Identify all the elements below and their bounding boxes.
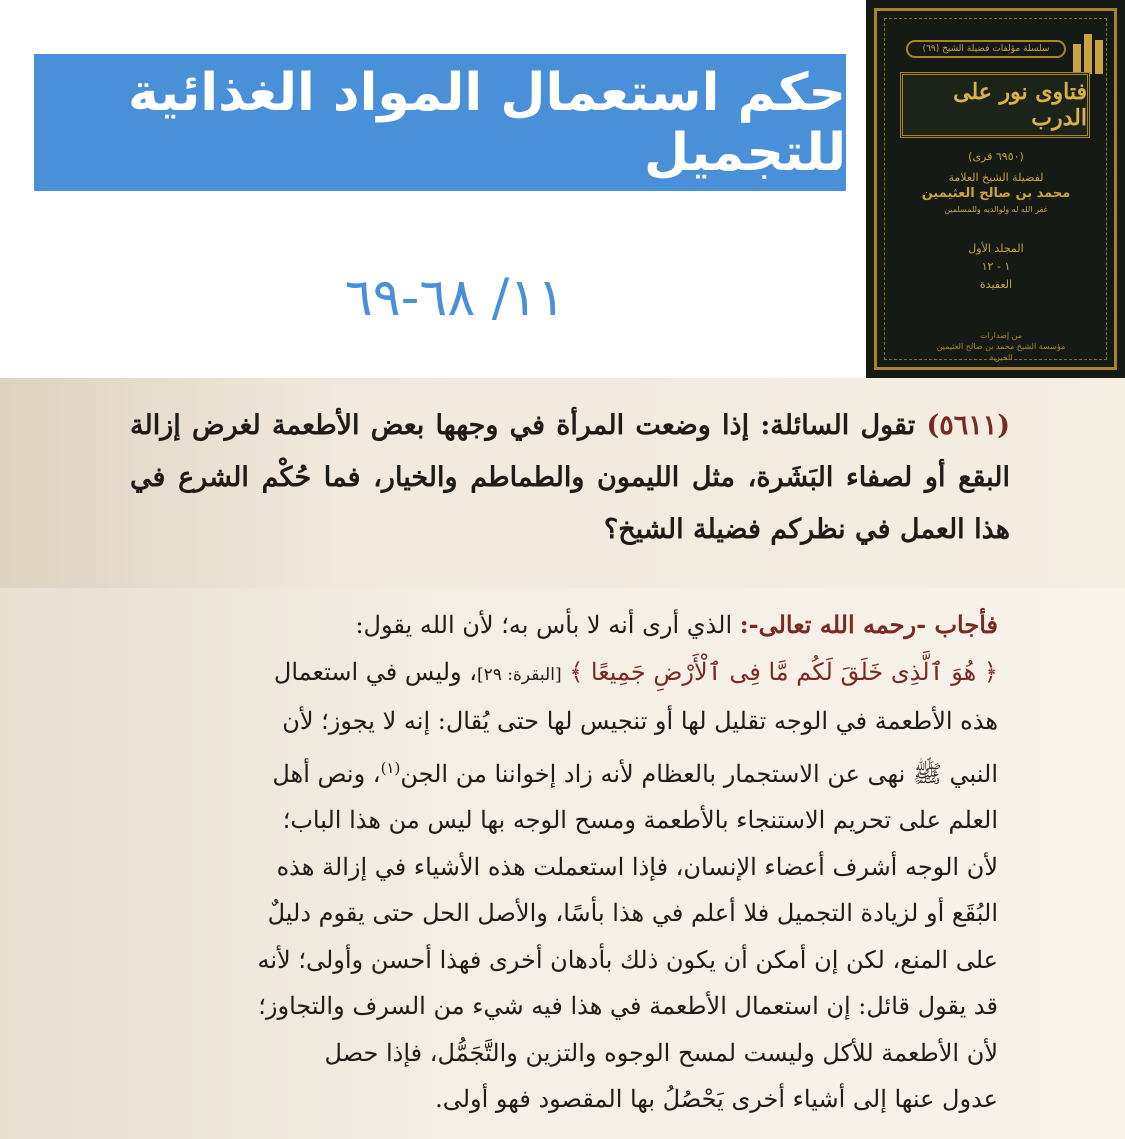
cover-publisher: من إصدارات مؤسسة الشيخ محمد بن صالح العثيمين الخيرية <box>936 331 1066 362</box>
cover-author: لفضيلة الشيخ العلامة محمد بن صالح العثيمين غفر الله له ولوالديه وللمسلمين <box>921 171 1071 214</box>
answer-lead: فأجاب -رحمه الله تعالى-: <box>739 610 998 639</box>
question-line-1: إذا وضعت المرأة في وجهها بعض الأطعمة <box>271 410 750 441</box>
answer-line: لأن الأطعمة للأكل وليست لمسح الوجوه والتزين والتَّجَمُّل، فإذا حصل <box>324 1038 998 1067</box>
quran-reference: [البقرة: ٢٩] <box>476 664 562 685</box>
question-number: (٥٦١١) <box>926 410 1011 441</box>
title-text: حكم استعمال المواد الغذائية للتجميل <box>127 62 846 183</box>
footnote-marker: (١) <box>380 758 401 777</box>
answer-line: فأجاب -رحمه الله تعالى-: الذي أرى أنه لا بأس به؛ لأن الله يقول: <box>355 610 998 639</box>
answer-line: ﴿ هُوَ ٱلَّذِى خَلَقَ لَكُم مَّا فِى ٱلْأَرْضِ جَمِيعًا ﴾ [البقرة: ٢٩]، وليس في استعمال <box>273 657 998 686</box>
question-text <box>130 400 1010 556</box>
question-lead: تقول السائلة: <box>760 410 916 441</box>
cover-date: (٦٩٥٠ قرى) <box>968 150 1024 163</box>
publisher-logo-icon <box>1073 34 1103 74</box>
answer-line: العلم على تحريم الاستنجاء بالأطعمة ومسح الوجه بها ليس من هذا الباب؛ <box>282 806 998 834</box>
question-line-2: لغرض إزالة البقع أو لصفاء البَشَرة، مثل الليمون والطماطم والخيار، فما حُكْم <box>130 410 1011 493</box>
question-line-3: الشرع في هذا العمل في نظركم فضيلة الشيخ؟ <box>130 462 1010 545</box>
answer-line: على المنع، لكن إن أمكن أن يكون ذلك بأدهان أخرى فهذا أحسن وأولى؛ لأنه <box>257 945 998 974</box>
book-cover <box>866 0 1125 378</box>
answer-line: النبي ﷺ نهى عن الاستجمار بالعظام لأنه زاد إخواننا من الجن$^{(١)}$، ونص أهل <box>272 758 998 788</box>
cover-series: سلسلة مؤلفات فضيلة الشيخ (٦٩) <box>906 40 1066 58</box>
cover-volume: المجلد الأول ١ - ١٢ العقيدة <box>968 242 1024 291</box>
question-page <box>0 378 1125 588</box>
quran-verse: ﴿ هُوَ ٱلَّذِى خَلَقَ لَكُم مَّا فِى ٱلْأَرْضِ جَمِيعًا ﴾ <box>569 657 998 686</box>
answer-line: عدول عنها إلى أشياء أخرى يَحْصُلُ بها المقصود فهو أولى. <box>435 1085 998 1113</box>
answer-line: قد يقول قائل: إن استعمال الأطعمة في هذا فيه شيء من السرف والتجاوز؛ <box>258 992 998 1020</box>
answer-page <box>0 588 1125 1139</box>
answer-line: البُقَع أو لزيادة التجميل فلا أعلم في هذا بأسًا، والأصل الحل حتى يقوم دليلٌ <box>267 899 998 927</box>
answer-line: لأن الوجه أشرف أعضاء الإنسان، فإذا استعملت هذه الأشياء في إزالة هذه <box>276 852 998 881</box>
answer-text <box>118 602 998 1123</box>
reference-number: ١١/ ٦٨-٦٩ <box>344 268 566 328</box>
cover-title: فتاوى نور على الدرب <box>900 72 1090 138</box>
title-banner <box>34 54 846 191</box>
answer-line: هذه الأطعمة في الوجه تقليل لها أو تنجيس لها حتى يُقال: إنه لا يجوز؛ لأن <box>282 707 998 735</box>
